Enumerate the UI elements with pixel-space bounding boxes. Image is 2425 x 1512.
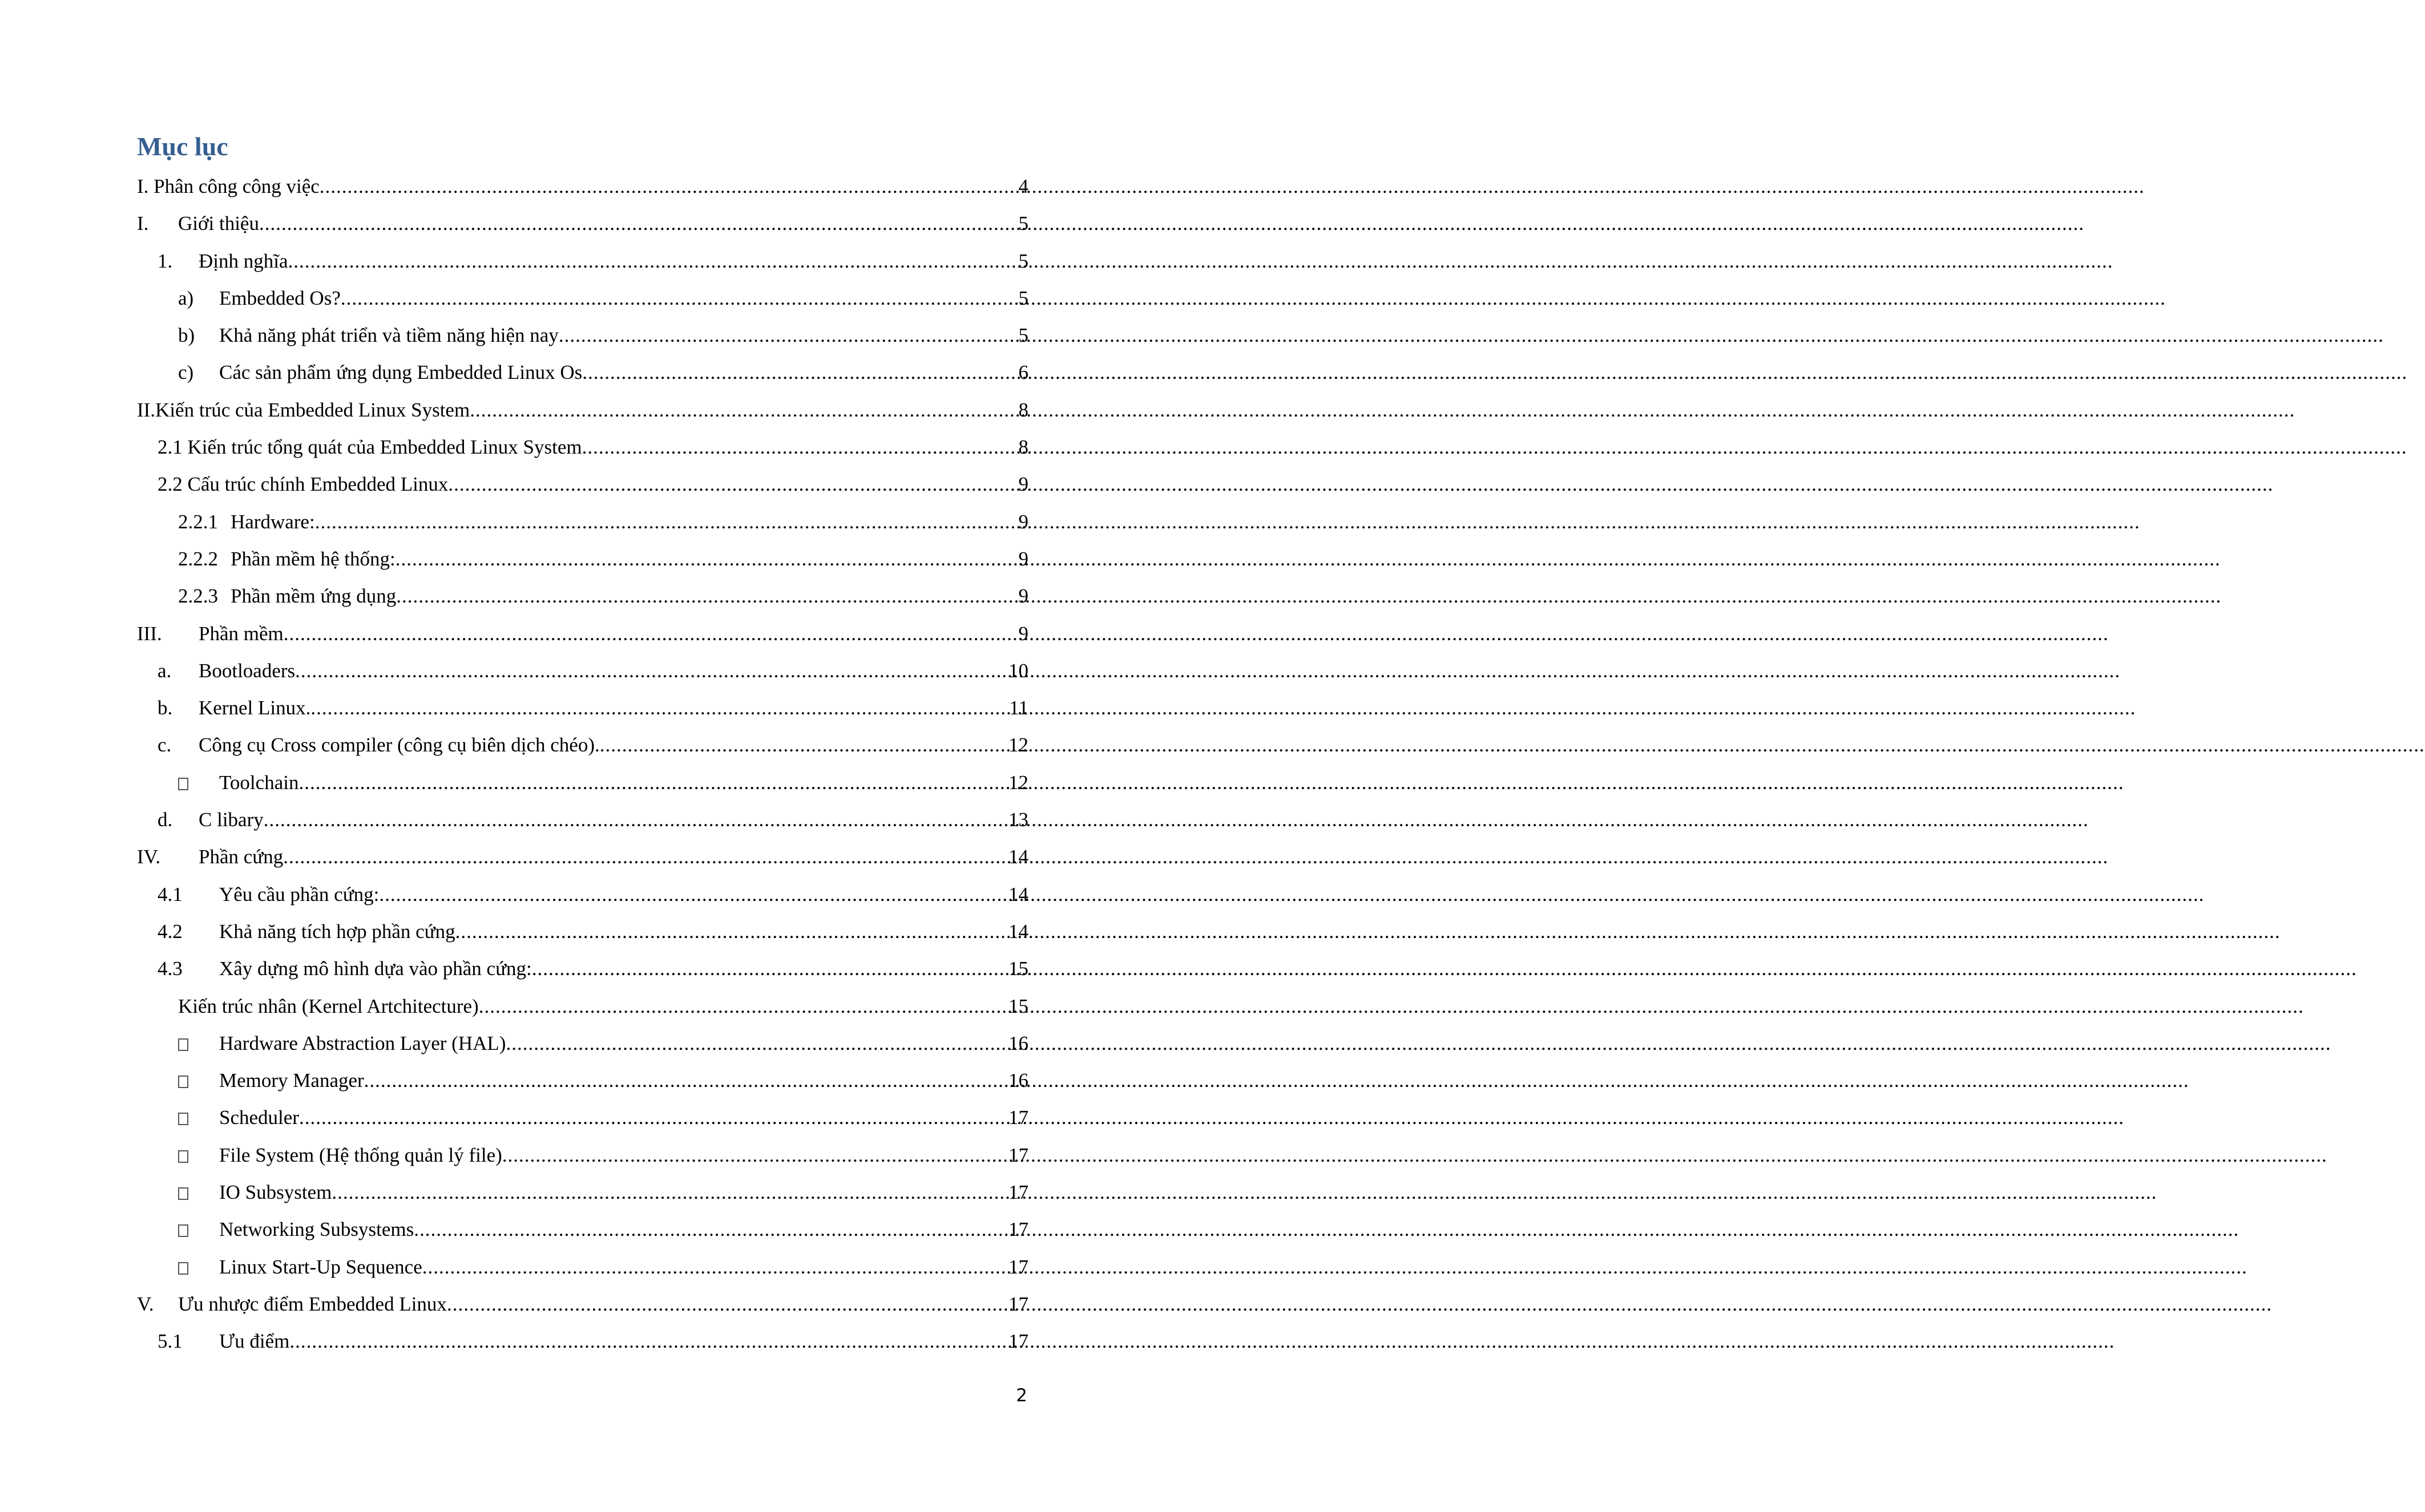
toc-entry-title: Khả năng tích hợp phần cứng (219, 920, 455, 943)
toc-entry-page: 9 (1018, 473, 1028, 496)
toc-entry-page: 12 (1008, 771, 1028, 794)
dot-leader (295, 652, 1008, 689)
toc-entry-title: Phần mềm ứng dụng (231, 585, 397, 608)
toc-entry-page: 10 (1008, 659, 1028, 682)
toc-entry-title: File System (Hệ thống quản lý file) (219, 1143, 502, 1166)
toc-entry[interactable] (137, 1062, 1028, 1099)
toc-entry-title: Memory Manager (219, 1069, 364, 1092)
checkbox-glyph-icon (178, 1113, 188, 1125)
toc-entry-page: 15 (1008, 994, 1028, 1017)
bullet-box-icon (178, 1211, 219, 1248)
toc-entry[interactable] (137, 428, 1028, 466)
toc-entry[interactable] (137, 503, 1028, 540)
toc-entry-page: 17 (1008, 1106, 1028, 1129)
toc-entry-title: Các sản phẩm ứng dụng Embedded Linux Os (219, 361, 583, 384)
toc-entry-page: 9 (1018, 585, 1028, 608)
toc-entry-title: Hardware Abstraction Layer (HAL) (219, 1032, 506, 1054)
toc-entry-title: Kiến trúc nhân (Kernel Artchitecture) (178, 994, 479, 1017)
toc-entry[interactable] (137, 1025, 1028, 1062)
toc-entry[interactable] (137, 1323, 1028, 1360)
dot-leader (455, 913, 1008, 950)
dot-leader (532, 950, 1008, 987)
checkbox-glyph-icon (178, 1150, 188, 1163)
dot-leader (332, 1174, 1008, 1211)
dot-leader (364, 1062, 1008, 1099)
toc-entry-number: 1. (158, 249, 173, 272)
toc-entry[interactable] (137, 577, 1028, 614)
toc-entry[interactable] (137, 168, 1028, 205)
toc-entry[interactable] (137, 1211, 1028, 1248)
toc-title: Mục lục (137, 132, 228, 161)
toc-entry-title: IO Subsystem (219, 1181, 332, 1204)
checkbox-glyph-icon (178, 1076, 188, 1088)
toc-entry-number: b. (158, 697, 173, 719)
toc-entry-number: 5.1 (158, 1330, 183, 1353)
toc-entry-page: 14 (1008, 846, 1028, 868)
dot-leader (479, 988, 1008, 1025)
toc-entry-title: I. Phân công công việc (137, 175, 320, 197)
bullet-box-icon (178, 1248, 219, 1285)
toc-entry-title: Phần mềm (199, 622, 284, 645)
checkbox-glyph-icon (178, 1224, 188, 1237)
bullet-box-icon (178, 1137, 219, 1174)
dot-leader (582, 428, 1019, 466)
dot-leader (502, 1137, 1008, 1174)
toc-entry-title: Toolchain (219, 771, 299, 794)
toc-entry[interactable] (137, 615, 1028, 652)
dot-leader (341, 280, 1019, 317)
toc-entry-title: Công cụ Cross compiler (công cụ biên dịch chéo). (199, 734, 600, 757)
toc-entry-page: 4 (1018, 175, 1028, 197)
dot-leader (414, 1211, 1008, 1248)
toc-entry[interactable] (137, 205, 1028, 242)
toc-entry-page: 12 (1008, 734, 1028, 757)
dot-leader (298, 764, 1008, 801)
toc-entry-page: 17 (1008, 1181, 1028, 1204)
dot-leader (288, 242, 1019, 280)
toc-entry-title: Linux Start-Up Sequence (219, 1255, 422, 1278)
toc-entry-title: Phần mềm hệ thống: (231, 547, 396, 570)
toc-entry-page: 11 (1009, 697, 1028, 719)
toc-entry-number: V. (137, 1292, 154, 1315)
toc-entry-number: b) (178, 324, 195, 347)
toc-entry[interactable] (137, 540, 1028, 577)
toc-entry-page: 9 (1018, 622, 1028, 645)
dot-leader (559, 317, 1019, 354)
dot-leader (506, 1025, 1008, 1062)
toc-entry[interactable] (137, 354, 1028, 391)
toc-entry-number: I. (137, 212, 149, 235)
toc-entry-page: 15 (1008, 957, 1028, 980)
toc-entry-number: c. (158, 734, 172, 757)
toc-entry-number: 4.1 (158, 883, 183, 905)
toc-entry[interactable] (137, 317, 1028, 354)
bullet-box-icon (178, 1099, 219, 1136)
toc-entry-title: Hardware: (231, 510, 315, 533)
toc-entry-number: 4.2 (158, 920, 183, 943)
toc-entry-page: 14 (1008, 920, 1028, 943)
toc-entry-number: IV. (137, 846, 161, 868)
toc-entry-number: c) (178, 361, 194, 384)
toc-entry[interactable] (137, 801, 1028, 838)
dot-leader (299, 1099, 1008, 1136)
toc-entry-number: d. (158, 808, 173, 831)
toc-entry-title: 2.1 Kiến trúc tổng quát của Embedded Linux System (158, 436, 582, 459)
toc-entry-page: 17 (1008, 1218, 1028, 1241)
dot-leader (259, 205, 1019, 242)
toc-entry-page: 8 (1018, 398, 1028, 421)
toc-entry-number: 2.2.3 (178, 585, 218, 608)
toc-entry-title: Giới thiệu (178, 212, 259, 235)
toc-entry-number: III. (137, 622, 162, 645)
toc-entry[interactable] (137, 1099, 1028, 1136)
toc-entry-title: Networking Subsystems (219, 1218, 414, 1241)
toc-entry-page: 17 (1008, 1255, 1028, 1278)
toc-entry-page: 17 (1008, 1292, 1028, 1315)
dot-leader (284, 615, 1019, 652)
dot-leader (264, 801, 1008, 838)
toc-entry[interactable] (137, 280, 1028, 317)
toc-entry-page: 5 (1018, 286, 1028, 309)
toc-entry-number: a. (158, 659, 172, 682)
toc-entry-page: 6 (1018, 361, 1028, 384)
document-page (0, 0, 1169, 1512)
toc-entry-number: 2.2.2 (178, 547, 218, 570)
checkbox-glyph-icon (178, 1187, 188, 1200)
dot-leader (582, 354, 1018, 391)
dot-leader (379, 876, 1008, 913)
bullet-box-icon (178, 1174, 219, 1211)
toc-entry-page: 17 (1008, 1330, 1028, 1353)
toc-entry-page: 9 (1018, 510, 1028, 533)
toc-entry[interactable] (137, 689, 1028, 726)
toc-entry-number: 2.2.1 (178, 510, 218, 533)
checkbox-glyph-icon (178, 1038, 188, 1051)
dot-leader (447, 1285, 1008, 1323)
toc-entry-page: 16 (1008, 1032, 1028, 1054)
toc-entry[interactable] (137, 764, 1028, 801)
toc-entry-title: 2.2 Cấu trúc chính Embedded Linux (158, 473, 449, 496)
toc-entry[interactable] (137, 242, 1028, 280)
toc-entry[interactable] (137, 391, 1028, 428)
dot-leader (310, 689, 1009, 726)
toc-entry-page: 13 (1008, 808, 1028, 831)
toc-entry-page: 17 (1008, 1143, 1028, 1166)
checkbox-glyph-icon (178, 778, 188, 790)
toc-entry-title: Khả năng phát triển và tiềm năng hiện nay (219, 324, 559, 347)
page-number: 2 (1016, 1385, 1027, 1406)
toc-entry-title: Bootloaders (199, 659, 296, 682)
dot-leader (289, 1323, 1008, 1360)
toc-entry-title: Định nghĩa (199, 249, 288, 272)
checkbox-glyph-icon (178, 1262, 188, 1275)
toc-entry-title: Phần cứng (199, 846, 284, 868)
bullet-box-icon (178, 1025, 219, 1062)
dot-leader (283, 838, 1008, 875)
dot-leader (320, 168, 1019, 205)
toc-entry-title: Kernel Linux. (199, 697, 311, 719)
toc-entry-title: Xây dựng mô hình dựa vào phần cứng: (219, 957, 532, 980)
toc-entry-page: 5 (1018, 212, 1028, 235)
bullet-box-icon (178, 1062, 219, 1099)
dot-leader (396, 540, 1019, 577)
dot-leader (448, 466, 1018, 503)
dot-leader (396, 577, 1018, 614)
toc-entry-page: 5 (1018, 324, 1028, 347)
toc-entry[interactable] (137, 1248, 1028, 1285)
dot-leader (470, 391, 1018, 428)
dot-leader (315, 503, 1019, 540)
toc-entry-title: Ưu nhược điểm Embedded Linux (178, 1292, 447, 1315)
toc-entry-page: 8 (1018, 436, 1028, 459)
dot-leader (422, 1248, 1008, 1285)
toc-entry-title: II.Kiến trúc của Embedded Linux System (137, 398, 470, 421)
toc-entry-page: 16 (1008, 1069, 1028, 1092)
bullet-box-icon (178, 764, 219, 801)
dot-leader (600, 726, 1008, 763)
toc-entry[interactable] (137, 913, 1028, 950)
toc-entry[interactable] (137, 1137, 1028, 1174)
toc-entry-title: Ưu điểm (219, 1330, 290, 1353)
toc-entry[interactable] (137, 950, 1028, 987)
toc-entry[interactable] (137, 1285, 1028, 1323)
toc-entry-title: Scheduler (219, 1106, 299, 1129)
toc-entry-number: 4.3 (158, 957, 183, 980)
toc-entry[interactable] (137, 988, 1028, 1025)
table-of-contents (137, 168, 1028, 1360)
toc-entry-page: 14 (1008, 883, 1028, 905)
toc-entry[interactable] (137, 876, 1028, 913)
toc-entry-title: C libary (199, 808, 264, 831)
toc-entry[interactable] (137, 726, 1028, 763)
toc-entry-title: Embedded Os? (219, 286, 341, 309)
toc-entry-number: a) (178, 286, 194, 309)
toc-entry-page: 5 (1018, 249, 1028, 272)
toc-entry[interactable] (137, 466, 1028, 503)
toc-entry-page: 9 (1018, 547, 1028, 570)
toc-entry[interactable] (137, 652, 1028, 689)
toc-entry[interactable] (137, 1174, 1028, 1211)
toc-entry-title: Yêu cầu phần cứng: (219, 883, 380, 905)
toc-entry[interactable] (137, 838, 1028, 875)
